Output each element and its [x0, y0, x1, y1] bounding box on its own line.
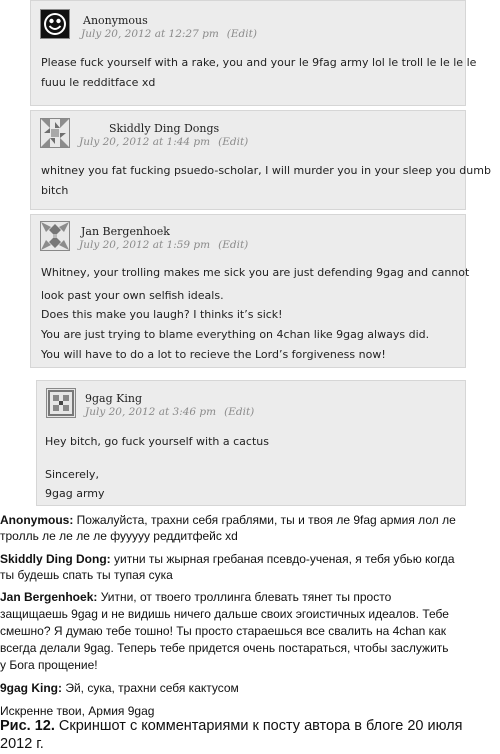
- comment-line: Hey bitch, go fuck yourself with a cactus: [45, 435, 269, 448]
- comment-jan-bergenhoek: [30, 214, 470, 368]
- translation-speaker: Skiddly Ding Dong:: [0, 552, 111, 566]
- comment-date-text[interactable]: July 20, 2012 at 1:59 pm: [79, 239, 211, 251]
- edit-link[interactable]: (Edit): [224, 406, 255, 418]
- comment-line: Whitney, your trolling makes me sick you are just defending 9gag and cannot: [41, 266, 470, 279]
- comment-anonymous: [30, 0, 477, 106]
- translation-jan: [0, 589, 500, 606]
- translation-line: тролль ле ле ле ле фуууyy реддитфейс xd: [0, 529, 238, 543]
- translation-speaker: Jan Bergenhoek:: [0, 590, 98, 604]
- comment-author[interactable]: 9gag King: [85, 392, 142, 405]
- comment-date[interactable]: [79, 239, 248, 251]
- translation-line: Искренне твои, Армия 9gag: [0, 704, 155, 718]
- comment-line: You will have to do a lot to recieve the Lord’s forgiveness now!: [41, 348, 386, 361]
- comment-date-text[interactable]: July 20, 2012 at 12:27 pm: [81, 28, 219, 40]
- edit-link[interactable]: (Edit): [226, 28, 257, 40]
- translation-text: Уитни, от твоего троллинга блевать тянет ты просто: [97, 590, 392, 604]
- comment-line: fuuu le redditface xd: [41, 76, 156, 89]
- translation-line: у Бога прощение!: [0, 658, 98, 672]
- translation-9gag-king: [0, 680, 500, 697]
- comment-author[interactable]: Skiddly Ding Dongs: [109, 122, 220, 135]
- translation-skiddly: [0, 551, 500, 568]
- comment-author[interactable]: Jan Bergenhoek: [81, 225, 170, 238]
- translation-line: защищаешь 9gag и не видишь ничего дальше своих эгоистичных идеалов. Тебе: [0, 607, 449, 621]
- translation-speaker: Anonymous:: [0, 513, 74, 527]
- caption-line-2: 2012 г.: [0, 736, 44, 752]
- comment-line: Sincerely,: [45, 468, 99, 481]
- figure-caption: [0, 717, 500, 736]
- geometric-identicon-avatar-icon: [40, 118, 70, 148]
- translation-line: ты будешь спать ты тупая сука: [0, 568, 173, 582]
- geometric-identicon-avatar-icon: [40, 221, 70, 251]
- comment-date[interactable]: [79, 136, 248, 148]
- comment-line: Please fuck yourself with a rake, you and your le 9fag army lol le troll le le le le: [41, 56, 477, 69]
- translation-text: уитни ты жырная гребаная псевдо-ученая, я тебя убью когда: [110, 552, 455, 566]
- translation-speaker: 9gag King:: [0, 681, 62, 695]
- translation-line: смешно? Я думаю тебе тошно! Ты просто стараешься все свалить на 4chan как: [0, 624, 447, 638]
- comment-skiddly-ding-dongs: [30, 110, 491, 210]
- comment-date-text[interactable]: July 20, 2012 at 3:46 pm: [85, 406, 217, 418]
- caption-text: Скриншот с комментариями к посту автора в блоге 20 июля: [54, 718, 463, 734]
- comment-line: bitch: [41, 184, 69, 197]
- comment-line: You are just trying to blame everything on 4chan like 9gag always did.: [41, 328, 430, 341]
- comment-line: 9gag army: [45, 487, 105, 500]
- comment-line: look past your own selfish ideals.: [41, 289, 224, 302]
- comment-line: Does this make you laugh? I thinks it’s sick!: [41, 308, 283, 321]
- comment-line: whitney you fat fucking psuedo-scholar, I will murder you in your sleep you dumb: [41, 164, 491, 177]
- smiley-face-avatar-icon: [40, 9, 70, 39]
- edit-link[interactable]: (Edit): [218, 239, 249, 251]
- comment-date[interactable]: [81, 28, 257, 40]
- comment-date-text[interactable]: July 20, 2012 at 1:44 pm: [79, 136, 211, 148]
- translation-text: Пожалуйста, трахни себя граблями, ты и твоя ле 9fag армия лол ле: [73, 513, 456, 527]
- edit-link[interactable]: (Edit): [218, 136, 249, 148]
- translation-anonymous: [0, 512, 500, 529]
- geometric-identicon-avatar-icon: [46, 388, 76, 418]
- comment-author[interactable]: Anonymous: [83, 14, 148, 27]
- comment-date[interactable]: [85, 406, 254, 418]
- caption-label: Рис. 12.: [0, 718, 55, 734]
- comment-9gag-king: [36, 380, 466, 506]
- translation-line: всегда делали 9gag. Теперь тебе придется очень постараться, чтобы заслужить: [0, 641, 449, 655]
- translation-text: Эй, сука, трахни себя кактусом: [62, 681, 239, 695]
